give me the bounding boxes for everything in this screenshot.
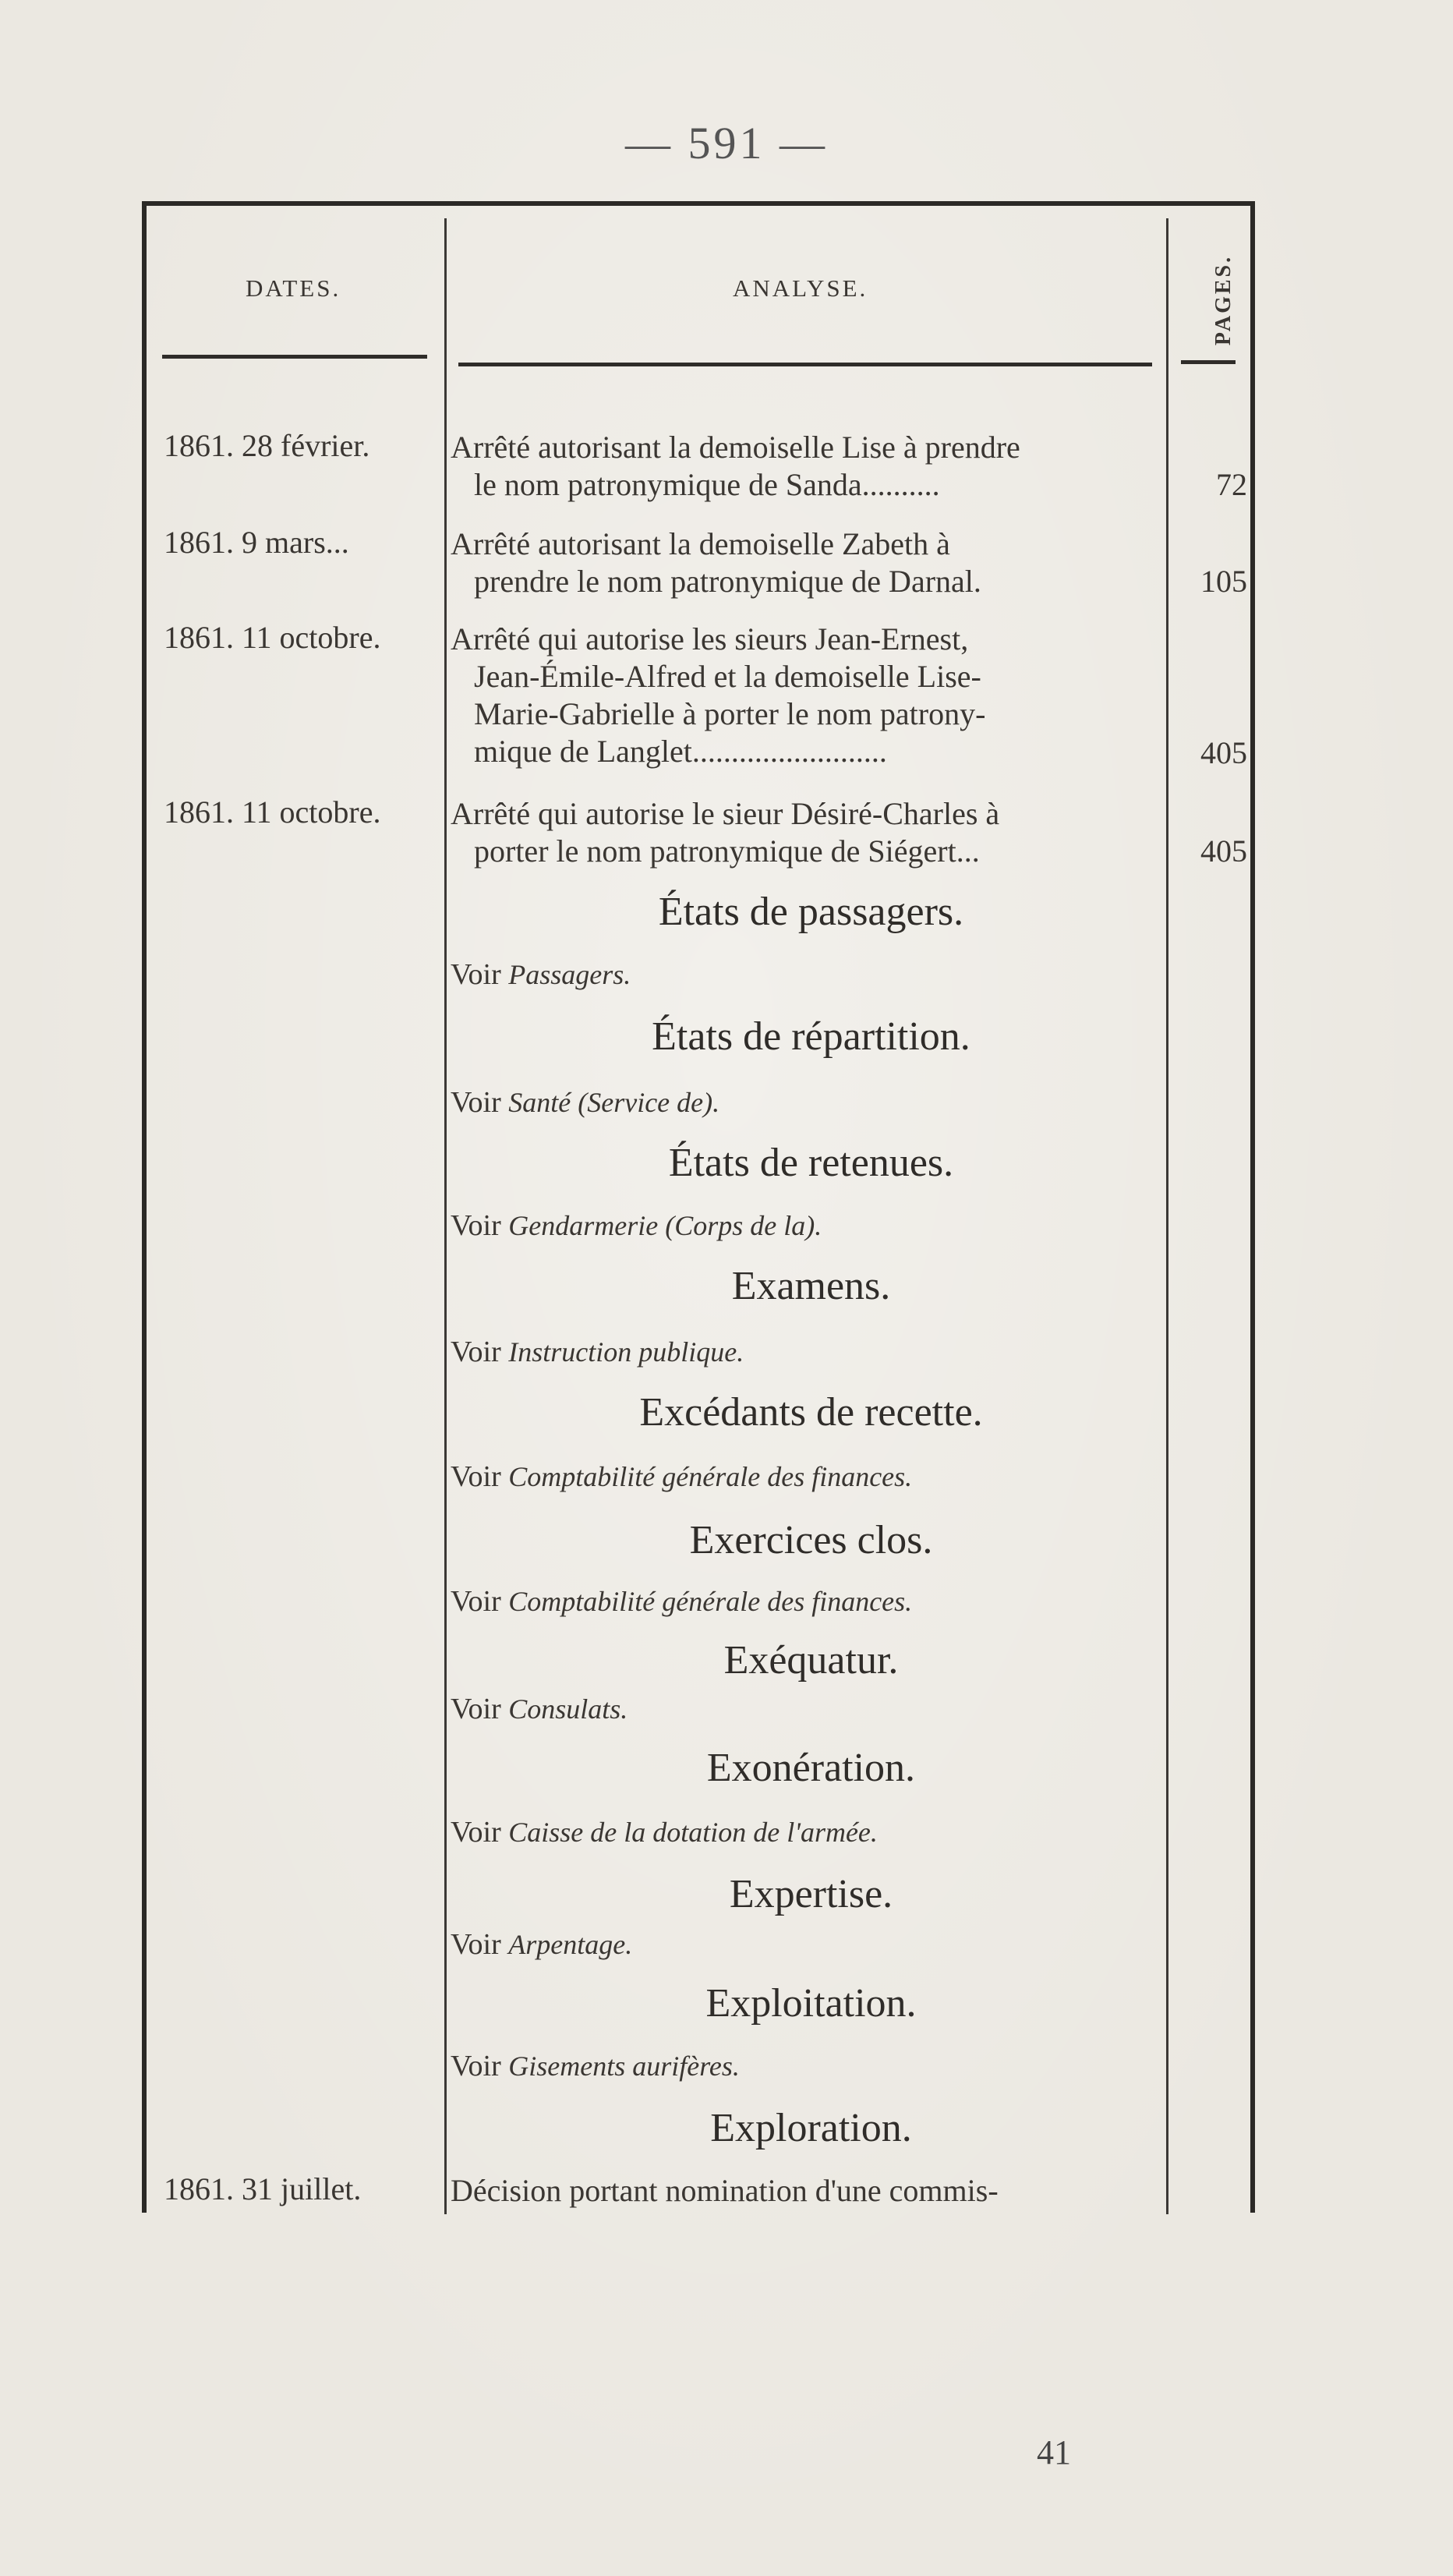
header-rule-analyse xyxy=(458,363,1152,366)
section-heading: Exploration. xyxy=(710,2106,912,2150)
header-rule-dates xyxy=(162,355,427,359)
see-reference: Voir Arpentage. xyxy=(451,1928,633,1961)
see-reference: Voir Passagers. xyxy=(451,958,631,991)
entry-page: 405 xyxy=(1200,833,1247,869)
section-heading: Excédants de recette. xyxy=(639,1390,983,1435)
entry-page: 405 xyxy=(1200,735,1247,770)
signature-mark: 41 xyxy=(1037,2433,1071,2472)
see-reference: Voir Instruction publique. xyxy=(451,1336,744,1368)
entry-text: Arrêté autorisant la demoiselle Zabeth à prendre le nom patronymique de Darnal. xyxy=(451,526,981,599)
header-pages: PAGES. xyxy=(1211,254,1236,346)
see-reference: Voir Caisse de la dotation de l'armée. xyxy=(451,1816,878,1849)
section-heading: Exonération. xyxy=(706,1746,916,1790)
entry-date: 1861. 28 février. xyxy=(164,428,370,463)
section-heading: Exploitation. xyxy=(705,1981,917,2026)
entry-text: Arrêté qui autorise les sieurs Jean-Ernest, Jean-Émile-Alfred et la demoiselle Lise- Marie-Gabrielle à porter le nom patrony- mique de Langlet......................... xyxy=(451,621,986,769)
section-heading: Exéquatur. xyxy=(723,1638,899,1683)
section-heading: États de passagers. xyxy=(658,890,964,934)
entry-date: 1861. 9 mars... xyxy=(164,525,349,560)
see-reference: Voir Santé (Service de). xyxy=(451,1086,720,1119)
section-heading: Exercices clos. xyxy=(689,1518,933,1562)
see-reference: Voir Comptabilité générale des finances. xyxy=(451,1460,913,1493)
see-reference: Voir Comptabilité générale des finances. xyxy=(451,1585,913,1618)
page-number: — 591 — xyxy=(625,118,828,168)
entry-page: 105 xyxy=(1200,564,1247,599)
see-reference: Voir Gendarmerie (Corps de la). xyxy=(451,1209,822,1242)
see-reference: Voir Consulats. xyxy=(451,1693,628,1725)
see-reference: Voir Gisements aurifères. xyxy=(451,2050,740,2082)
entry-date: 1861. 31 juillet. xyxy=(164,2171,362,2206)
entry-date: 1861. 11 octobre. xyxy=(164,620,381,655)
header-analyse: ANALYSE. xyxy=(733,274,868,302)
entry-text: Arrêté autorisant la demoiselle Lise à prendre le nom patronymique de Sanda.......... xyxy=(451,430,1020,502)
section-heading: États de répartition. xyxy=(652,1014,970,1059)
entry-text: Décision portant nomination d'une commis- xyxy=(451,2173,999,2208)
section-heading: Examens. xyxy=(731,1264,891,1308)
section-heading: Expertise. xyxy=(729,1872,893,1916)
section-heading: États de retenues. xyxy=(668,1141,954,1185)
column-divider-dates xyxy=(444,218,447,2214)
header-rule-pages xyxy=(1181,360,1236,364)
entry-page: 72 xyxy=(1216,467,1247,502)
entry-text: Arrêté qui autorise le sieur Désiré-Charles à porter le nom patronymique de Siégert... xyxy=(451,796,1000,869)
entry-date: 1861. 11 octobre. xyxy=(164,794,381,830)
header-dates: DATES. xyxy=(246,274,341,302)
